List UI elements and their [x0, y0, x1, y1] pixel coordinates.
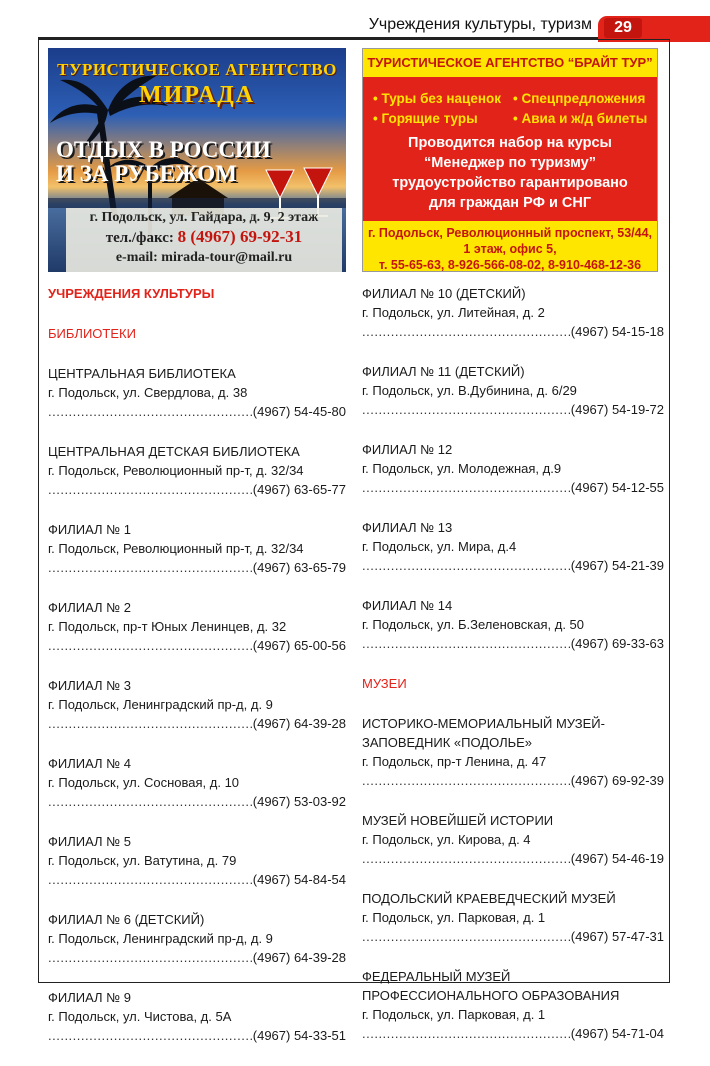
ad-email: e-mail: mirada-tour@mail.ru — [115, 250, 293, 265]
directory-entry — [48, 520, 346, 577]
entry-phone: (4967) 54-84-54 — [252, 872, 346, 887]
entry-phone: (4967) 54-15-18 — [570, 324, 664, 339]
entry-name: ФИЛИАЛ № 2 — [48, 600, 131, 615]
ad-brand-name: МИРАДА — [138, 82, 256, 108]
library-list-continued — [362, 284, 664, 653]
directory-entry — [48, 442, 346, 499]
directory-entry — [362, 518, 664, 575]
subsection-title-museums: МУЗЕИ — [362, 676, 407, 691]
entry-name: ФИЛИАЛ № 10 (ДЕТСКИЙ) — [362, 286, 526, 301]
dot-leader — [48, 948, 252, 967]
entry-name: ФИЛИАЛ № 4 — [48, 756, 131, 771]
entry-phone-row — [362, 322, 664, 341]
ad-bullet: • Авиа и ж/д билеты — [513, 111, 648, 126]
ad-address-line: т. 55-65-63, 8-926-566-08-02, 8-910-468-12-36 — [378, 258, 642, 272]
ad-mirada — [48, 48, 346, 272]
entry-phone: (4967) 63-65-77 — [252, 482, 346, 497]
entry-name: ФИЛИАЛ № 12 — [362, 442, 453, 457]
entry-phone: (4967) 54-33-51 — [252, 1028, 346, 1043]
dot-leader — [48, 714, 252, 733]
entry-address: г. Подольск, ул. Кирова, д. 4 — [362, 832, 531, 847]
dot-leader — [362, 400, 570, 419]
ad-contacts — [66, 208, 342, 272]
dot-leader — [362, 771, 570, 790]
entry-address: г. Подольск, ул. Б.Зеленовская, д. 50 — [362, 617, 585, 632]
entry-address: г. Подольск, Ленинградский пр-д, д. 9 — [48, 931, 273, 946]
entry-address: г. Подольск, ул. Литейная, д. 2 — [362, 305, 545, 320]
entry-phone-row — [48, 636, 346, 655]
entry-address: г. Подольск, ул. Чистова, д. 5А — [48, 1009, 232, 1024]
entry-phone: (4967) 65-00-56 — [252, 638, 346, 653]
entry-phone-row — [48, 480, 346, 499]
ad-bright-address — [363, 225, 657, 272]
directory-entry — [362, 714, 664, 790]
directory-entry — [48, 988, 346, 1045]
entry-phone-row — [362, 478, 664, 497]
entry-name: ФИЛИАЛ № 13 — [362, 520, 453, 535]
entry-address: г. Подольск, ул. Свердлова, д. 38 — [48, 385, 248, 400]
dot-leader — [48, 402, 252, 421]
entry-phone-row — [362, 400, 664, 419]
ad-phone-line — [66, 227, 342, 248]
entry-address: г. Подольск, ул. Мира, д.4 — [362, 539, 517, 554]
directory-entry — [48, 676, 346, 733]
library-list — [48, 364, 346, 1045]
entry-phone-row — [362, 556, 664, 575]
entry-phone: (4967) 54-21-39 — [570, 558, 664, 573]
entry-name: ИСТОРИКО-МЕМОРИАЛЬНЫЙ МУЗЕЙ- — [362, 716, 605, 731]
entry-name-cont: ЗАПОВЕДНИК «ПОДОЛЬЕ» — [362, 735, 533, 750]
entry-phone-row — [48, 402, 346, 421]
entry-phone: (4967) 54-71-04 — [570, 1026, 664, 1041]
entry-name: ЦЕНТРАЛЬНАЯ ДЕТСКАЯ БИБЛИОТЕКА — [48, 444, 300, 459]
dot-leader — [362, 322, 570, 341]
entry-phone: (4967) 54-19-72 — [570, 402, 664, 417]
directory-entry — [48, 910, 346, 967]
entry-name: МУЗЕЙ НОВЕЙШЕЙ ИСТОРИИ — [362, 813, 554, 828]
entry-phone: (4967) 54-46-19 — [570, 851, 664, 866]
entry-phone: (4967) 64-39-28 — [252, 716, 346, 731]
directory-entry — [48, 598, 346, 655]
ad-course-text — [363, 133, 657, 213]
section-title-culture: УЧРЕЖДЕНИЯ КУЛЬТУРЫ — [48, 286, 215, 301]
dot-leader — [48, 792, 252, 811]
entry-phone: (4967) 54-45-80 — [252, 404, 346, 419]
dot-leader — [362, 1024, 570, 1043]
dot-leader — [48, 1026, 252, 1045]
dot-leader — [362, 849, 570, 868]
entry-phone-row — [48, 792, 346, 811]
directory-entry — [362, 967, 664, 1043]
page-section-title: Учреждения культуры, туризм — [368, 16, 592, 33]
ad-bright-red-panel — [363, 77, 657, 221]
directory-entry — [362, 596, 664, 653]
entry-name: ФИЛИАЛ № 6 (ДЕТСКИЙ) — [48, 912, 205, 927]
ad-bright-bullets — [373, 89, 653, 129]
entry-phone-row — [48, 558, 346, 577]
entry-phone-row — [48, 870, 346, 889]
entry-name: ФИЛИАЛ № 3 — [48, 678, 131, 693]
entry-name: ФИЛИАЛ № 11 (ДЕТСКИЙ) — [362, 364, 525, 379]
entry-address: г. Подольск, ул. В.Дубинина, д. 6/29 — [362, 383, 577, 398]
ad-bullet: • Спецпредложения — [513, 91, 646, 106]
directory-entry — [362, 811, 664, 868]
ad-phone-prefix: тел./факс: — [105, 230, 174, 246]
entry-address: г. Подольск, ул. Сосновая, д. 10 — [48, 775, 240, 790]
ad-bullet: • Горящие туры — [373, 111, 478, 126]
entry-phone: (4967) 69-33-63 — [570, 636, 664, 651]
directory-entry — [48, 364, 346, 421]
page-number: 29 — [604, 18, 642, 38]
right-column — [362, 284, 664, 1064]
entry-address: г. Подольск, ул. Парковая, д. 1 — [362, 1007, 546, 1022]
entry-phone: (4967) 53-03-92 — [252, 794, 346, 809]
dot-leader — [48, 558, 252, 577]
entry-address: г. Подольск, ул. Ватутина, д. 79 — [48, 853, 237, 868]
entry-phone-row — [362, 1024, 664, 1043]
ad-course-line: “Менеджер по туризму” — [424, 155, 596, 171]
ad-course-line: для граждан РФ и СНГ — [428, 195, 592, 211]
directory-entry — [48, 832, 346, 889]
entry-address: г. Подольск, пр-т Ленина, д. 47 — [362, 754, 547, 769]
entry-phone: (4967) 63-65-79 — [252, 560, 346, 575]
entry-name: ЦЕНТРАЛЬНАЯ БИБЛИОТЕКА — [48, 366, 236, 381]
entry-phone: (4967) 54-12-55 — [570, 480, 664, 495]
entry-address: г. Подольск, ул. Парковая, д. 1 — [362, 910, 546, 925]
entry-phone: (4967) 69-92-39 — [570, 773, 664, 788]
entry-phone: (4967) 64-39-28 — [252, 950, 346, 965]
ad-slogan — [56, 138, 271, 186]
museum-list — [362, 714, 664, 1043]
ad-agency-label: ТУРИСТИЧЕСКОЕ АГЕНТСТВО — [57, 60, 337, 79]
ad-address: г. Подольск, ул. Гайдара, д. 9, 2 этаж — [89, 210, 319, 225]
directory-entry — [362, 889, 664, 946]
dot-leader — [362, 927, 570, 946]
directory-entry — [48, 754, 346, 811]
dot-leader — [362, 634, 570, 653]
entry-phone-row — [362, 634, 664, 653]
entry-name: ФЕДЕРАЛЬНЫЙ МУЗЕЙ — [362, 969, 511, 984]
ad-slogan-line: И ЗА РУБЕЖОМ — [56, 161, 237, 186]
subsection-title-libraries: БИБЛИОТЕКИ — [48, 326, 136, 341]
dot-leader — [48, 870, 252, 889]
entry-name: ФИЛИАЛ № 14 — [362, 598, 453, 613]
entry-phone-row — [362, 849, 664, 868]
entry-phone-row — [362, 771, 664, 790]
ad-address-line: г. Подольск, Революционный проспект, 53/44, — [367, 226, 652, 240]
entry-name-cont: ПРОФЕССИОНАЛЬНОГО ОБРАЗОВАНИЯ — [362, 988, 620, 1003]
dot-leader — [48, 636, 252, 655]
ad-course-line: Проводится набор на курсы — [408, 135, 612, 151]
entry-address: г. Подольск, ул. Молодежная, д.9 — [362, 461, 562, 476]
ad-bright-tour — [362, 48, 658, 272]
entry-phone: (4967) 57-47-31 — [570, 929, 664, 944]
directory-entry — [362, 440, 664, 497]
entry-address: г. Подольск, Ленинградский пр-д, д. 9 — [48, 697, 273, 712]
entry-address: г. Подольск, Революционный пр-т, д. 32/34 — [48, 463, 304, 478]
ad-slogan-line: ОТДЫХ В РОССИИ — [56, 137, 271, 162]
entry-address: г. Подольск, пр-т Юных Ленинцев, д. 32 — [48, 619, 287, 634]
ad-bullet: • Туры без наценок — [373, 91, 501, 106]
ad-bright-title: ТУРИСТИЧЕСКОЕ АГЕНТСТВО “БРАЙТ ТУР” — [367, 55, 653, 70]
ad-phone: 8 (4967) 69-92-31 — [177, 227, 303, 246]
directory-entry — [362, 284, 664, 341]
entry-phone-row — [362, 927, 664, 946]
entry-phone-row — [48, 714, 346, 733]
entry-name: ФИЛИАЛ № 5 — [48, 834, 131, 849]
entry-name: ФИЛИАЛ № 1 — [48, 522, 131, 537]
ad-course-line: трудоустройство гарантировано — [392, 175, 628, 191]
entry-name: ПОДОЛЬСКИЙ КРАЕВЕДЧЕСКИЙ МУЗЕЙ — [362, 891, 616, 906]
entry-address: г. Подольск, Революционный пр-т, д. 32/34 — [48, 541, 304, 556]
ad-address-line: 1 этаж, офис 5, — [463, 242, 557, 256]
entry-name: ФИЛИАЛ № 9 — [48, 990, 131, 1005]
directory-entry — [362, 362, 664, 419]
left-column — [48, 284, 346, 1066]
dot-leader — [362, 478, 570, 497]
entry-phone-row — [48, 948, 346, 967]
dot-leader — [362, 556, 570, 575]
entry-phone-row — [48, 1026, 346, 1045]
dot-leader — [48, 480, 252, 499]
